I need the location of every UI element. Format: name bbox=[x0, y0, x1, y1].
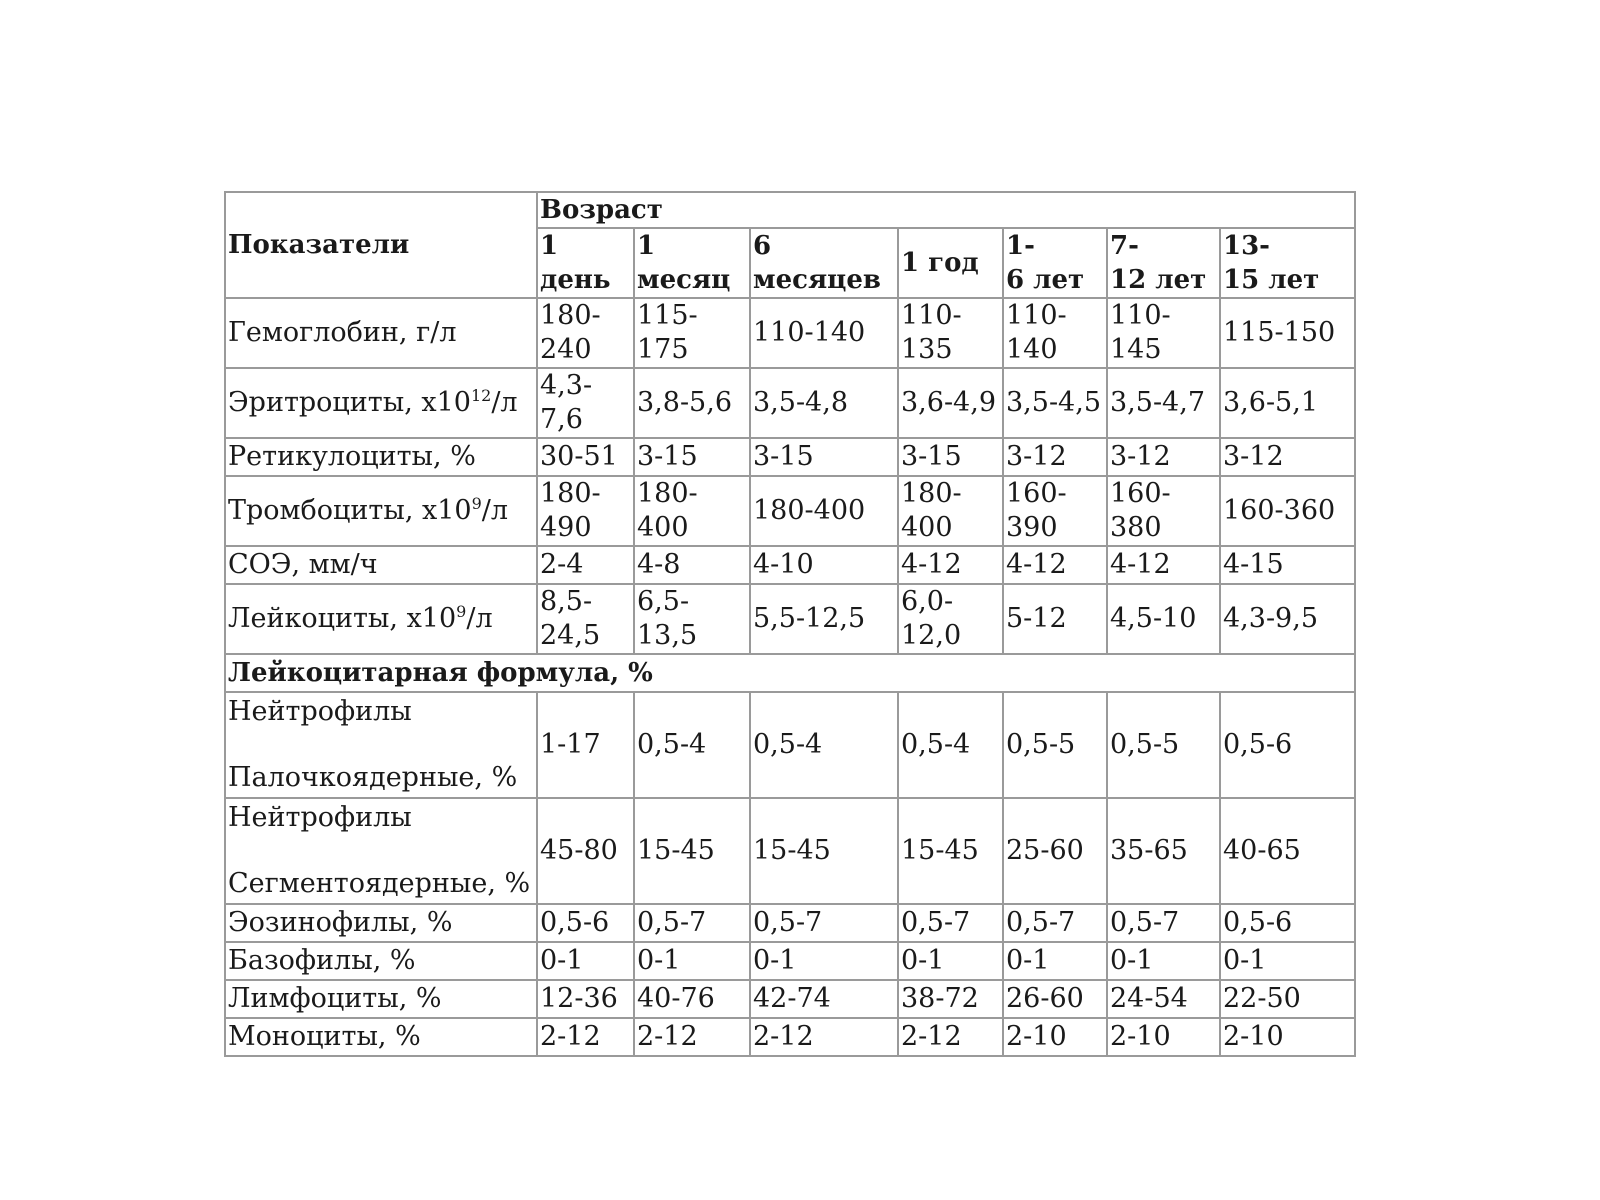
table-cell: 0,5-5 bbox=[1107, 692, 1220, 798]
table-cell: 0-1 bbox=[537, 942, 634, 980]
table-row bbox=[225, 798, 1355, 904]
table-cell: 115-150 bbox=[1220, 298, 1355, 368]
table-cell: 5,5-12,5 bbox=[750, 584, 898, 654]
table-row bbox=[225, 942, 1355, 980]
table-cell: 3-12 bbox=[1220, 438, 1355, 476]
row-label: Базофилы, % bbox=[225, 942, 537, 980]
table-cell: 25-60 bbox=[1003, 798, 1107, 904]
table-cell: 3-15 bbox=[750, 438, 898, 476]
age-group-header: 1 год bbox=[898, 228, 1003, 298]
table-cell: 15-45 bbox=[634, 798, 750, 904]
age-group-header: 1- 6 лет bbox=[1003, 228, 1107, 298]
table-row bbox=[225, 584, 1355, 654]
table-cell: 24-54 bbox=[1107, 980, 1220, 1018]
table-cell: 4,3- 7,6 bbox=[537, 368, 634, 438]
section-title: Лейкоцитарная формула, % bbox=[225, 654, 1355, 692]
table-cell: 45-80 bbox=[537, 798, 634, 904]
table-cell: 0-1 bbox=[1003, 942, 1107, 980]
table-cell: 15-45 bbox=[750, 798, 898, 904]
row-label: Эозинофилы, % bbox=[225, 904, 537, 942]
table-cell: 0,5-7 bbox=[1107, 904, 1220, 942]
table-cell: 180- 400 bbox=[898, 476, 1003, 546]
table-cell: 0-1 bbox=[898, 942, 1003, 980]
age-group-header: 7- 12 лет bbox=[1107, 228, 1220, 298]
table-cell: 40-65 bbox=[1220, 798, 1355, 904]
table-cell: 0-1 bbox=[1107, 942, 1220, 980]
table-cell: 0-1 bbox=[750, 942, 898, 980]
table-cell: 0,5-7 bbox=[750, 904, 898, 942]
table-cell: 40-76 bbox=[634, 980, 750, 1018]
age-group-header: 6 месяцев bbox=[750, 228, 898, 298]
table-row bbox=[225, 692, 1355, 798]
table-cell: 4-10 bbox=[750, 546, 898, 584]
table-cell: 2-12 bbox=[750, 1018, 898, 1056]
age-group-header: 13- 15 лет bbox=[1220, 228, 1355, 298]
row-label: Нейтрофилы Палочкоядерные, % bbox=[225, 692, 537, 798]
row-label: Моноциты, % bbox=[225, 1018, 537, 1056]
table-cell: 2-12 bbox=[634, 1018, 750, 1056]
table-row bbox=[225, 368, 1355, 438]
table-cell: 6,0- 12,0 bbox=[898, 584, 1003, 654]
table-cell: 26-60 bbox=[1003, 980, 1107, 1018]
section-row bbox=[225, 654, 1355, 692]
table-cell: 35-65 bbox=[1107, 798, 1220, 904]
table-row bbox=[225, 298, 1355, 368]
table-cell: 110- 135 bbox=[898, 298, 1003, 368]
row-label: Нейтрофилы Сегментоядерные, % bbox=[225, 798, 537, 904]
table-cell: 2-10 bbox=[1003, 1018, 1107, 1056]
table-cell: 4-12 bbox=[1107, 546, 1220, 584]
row-label: Гемоглобин, г/л bbox=[225, 298, 537, 368]
row-label: Эритроциты, $х10^{12}/л$ bbox=[225, 368, 537, 438]
table-cell: 3,8-5,6 bbox=[634, 368, 750, 438]
table-row bbox=[225, 546, 1355, 584]
table-cell: 3-12 bbox=[1107, 438, 1220, 476]
table-cell: 2-12 bbox=[898, 1018, 1003, 1056]
blood-norms-table bbox=[224, 191, 1356, 1057]
table-cell: 180- 490 bbox=[537, 476, 634, 546]
age-group-header: 1 день bbox=[537, 228, 634, 298]
table-cell: 160-360 bbox=[1220, 476, 1355, 546]
table-row bbox=[225, 1018, 1355, 1056]
table-cell: 4,5-10 bbox=[1107, 584, 1220, 654]
table-cell: 180- 240 bbox=[537, 298, 634, 368]
table-cell: 3,6-5,1 bbox=[1220, 368, 1355, 438]
table-cell: 42-74 bbox=[750, 980, 898, 1018]
table-cell: 15-45 bbox=[898, 798, 1003, 904]
table-cell: 2-10 bbox=[1220, 1018, 1355, 1056]
row-label: СОЭ, мм/ч bbox=[225, 546, 537, 584]
table-cell: 4-8 bbox=[634, 546, 750, 584]
indicator-header: Показатели bbox=[225, 192, 537, 298]
table-cell: 6,5-13,5 bbox=[634, 584, 750, 654]
table-cell: 4-12 bbox=[898, 546, 1003, 584]
table-cell: 8,5- 24,5 bbox=[537, 584, 634, 654]
table-cell: 0,5-6 bbox=[1220, 904, 1355, 942]
table-cell: 110-145 bbox=[1107, 298, 1220, 368]
table-cell: 3,5-4,5 bbox=[1003, 368, 1107, 438]
row-label: Лейкоциты, $х10^9/л$ bbox=[225, 584, 537, 654]
table-cell: 22-50 bbox=[1220, 980, 1355, 1018]
table-cell: 0,5-4 bbox=[898, 692, 1003, 798]
table-cell: 3-15 bbox=[898, 438, 1003, 476]
table-cell: 0-1 bbox=[634, 942, 750, 980]
table-cell: 110-140 bbox=[750, 298, 898, 368]
table-cell: 0,5-4 bbox=[750, 692, 898, 798]
table-cell: 160- 390 bbox=[1003, 476, 1107, 546]
age-header: Возраст bbox=[537, 192, 1355, 228]
table-cell: 2-12 bbox=[537, 1018, 634, 1056]
table-row bbox=[225, 438, 1355, 476]
row-label: Лимфоциты, % bbox=[225, 980, 537, 1018]
table-row bbox=[225, 904, 1355, 942]
row-label: Ретикулоциты, % bbox=[225, 438, 537, 476]
table-cell: 1-17 bbox=[537, 692, 634, 798]
table-cell: 4-12 bbox=[1003, 546, 1107, 584]
table-cell: 0,5-7 bbox=[1003, 904, 1107, 942]
table-cell: 4,3-9,5 bbox=[1220, 584, 1355, 654]
table-cell: 5-12 bbox=[1003, 584, 1107, 654]
table-cell: 12-36 bbox=[537, 980, 634, 1018]
table-cell: 3,5-4,7 bbox=[1107, 368, 1220, 438]
table-cell: 3,5-4,8 bbox=[750, 368, 898, 438]
table-cell: 2-10 bbox=[1107, 1018, 1220, 1056]
table-cell: 0,5-4 bbox=[634, 692, 750, 798]
table-cell: 180-400 bbox=[634, 476, 750, 546]
table-cell: 0,5-6 bbox=[1220, 692, 1355, 798]
table-cell: 2-4 bbox=[537, 546, 634, 584]
header-row-age bbox=[225, 192, 1355, 228]
table-cell: 4-15 bbox=[1220, 546, 1355, 584]
table-cell: 3-15 bbox=[634, 438, 750, 476]
row-label: Тромбоциты, $х10^9/л$ bbox=[225, 476, 537, 546]
table-cell: 160-380 bbox=[1107, 476, 1220, 546]
table-cell: 0-1 bbox=[1220, 942, 1355, 980]
table-cell: 115-175 bbox=[634, 298, 750, 368]
table-row bbox=[225, 476, 1355, 546]
table-cell: 0,5-7 bbox=[634, 904, 750, 942]
table-cell: 38-72 bbox=[898, 980, 1003, 1018]
table-cell: 0,5-7 bbox=[898, 904, 1003, 942]
table-cell: 3-12 bbox=[1003, 438, 1107, 476]
table-cell: 30-51 bbox=[537, 438, 634, 476]
table-cell: 110- 140 bbox=[1003, 298, 1107, 368]
table-cell: 180-400 bbox=[750, 476, 898, 546]
table-row bbox=[225, 980, 1355, 1018]
table-cell: 0,5-5 bbox=[1003, 692, 1107, 798]
table-cell: 3,6-4,9 bbox=[898, 368, 1003, 438]
table-cell: 0,5-6 bbox=[537, 904, 634, 942]
age-group-header: 1 месяц bbox=[634, 228, 750, 298]
